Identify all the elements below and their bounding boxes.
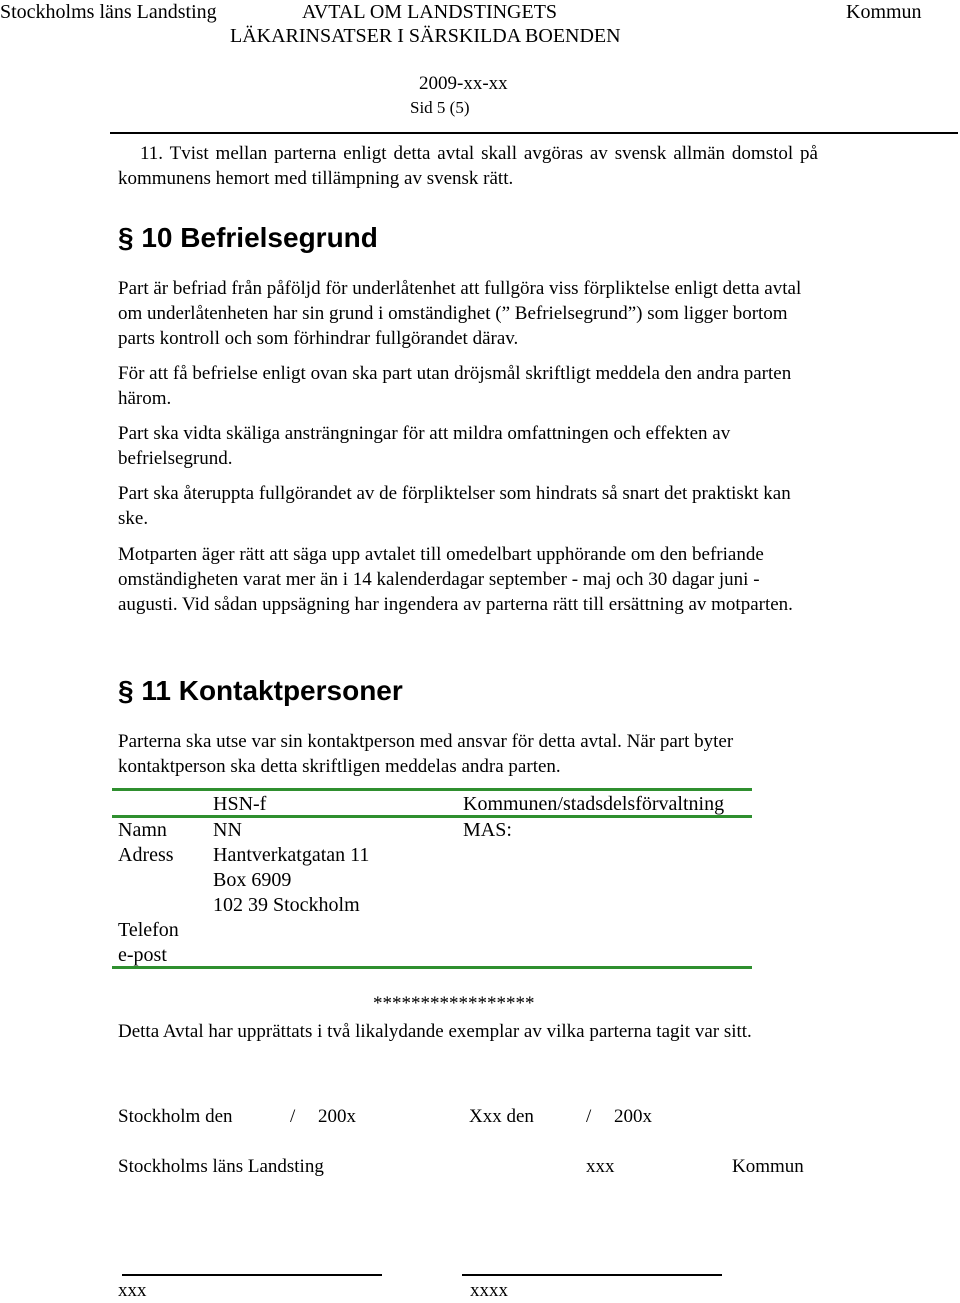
signature-year-right: 200x (614, 1106, 652, 1127)
header-organization: Stockholms läns Landsting (0, 1, 217, 23)
section-10-heading: § 10 Befrielsegrund (118, 222, 378, 253)
table-label-telefon: Telefon (118, 919, 179, 941)
intro-paragraph: 11. Tvist mellan parterna enligt detta avtal skall avgöras av svensk allmän domstol på kommunens hemort med tillämpning av svensk rätt. (118, 143, 818, 189)
signature-party-left: Stockholms läns Landsting (118, 1156, 324, 1177)
signature-slash-right: / (586, 1106, 592, 1127)
signature-line-left (122, 1274, 382, 1276)
separator-stars: ***************** (373, 993, 535, 1014)
header-kommun: Kommun (846, 1, 922, 23)
table-top-rule (112, 788, 752, 791)
table-header-rule (112, 815, 752, 818)
table-kommun-namn: MAS: (463, 819, 512, 841)
signature-line-right (462, 1274, 722, 1276)
table-hsn-postal: 102 39 Stockholm (213, 894, 360, 916)
table-hsn-namn: NN (213, 819, 242, 841)
header-title-line1: AVTAL OM LANDSTINGETS (302, 1, 558, 23)
table-header-hsn: HSN-f (213, 793, 267, 815)
section-11-heading: § 11 Kontaktpersoner (118, 675, 403, 706)
header-title-line2: LÄKARINSATSER I SÄRSKILDA BOENDEN (230, 25, 621, 47)
closing-paragraph: Detta Avtal har upprättats i två likalydande exemplar av vilka parterna tagit var sitt. (118, 1021, 752, 1042)
signature-slash-left: / (290, 1106, 296, 1127)
section-10-paragraph-2: För att få befrielse enligt ovan ska part utan dröjsmål skriftligt meddela den andra parten härom. (118, 363, 792, 409)
header-date: 2009-xx-xx (419, 73, 508, 94)
header-page-number: Sid 5 (5) (410, 98, 470, 117)
table-hsn-box: Box 6909 (213, 869, 292, 891)
table-header-kommun: Kommunen/stadsdelsförvaltning (463, 793, 725, 815)
section-10-paragraph-5: Motparten äger rätt att säga upp avtalet till omedelbart upphörande om den befriande omständigheten varat mer än i 14 kalenderdagar september - maj och 30 dagar juni - augusti. Vid sådan uppsägning har ingendera av parterna rätt till ersättning av motparten. (118, 544, 793, 615)
header-rule (110, 132, 958, 134)
table-bottom-rule (112, 966, 752, 969)
signature-year-left: 200x (318, 1106, 356, 1127)
table-hsn-street: Hantverkatgatan 11 (213, 844, 370, 866)
signature-place-left: Stockholm den (118, 1106, 233, 1127)
section-10-paragraph-4: Part ska återuppta fullgörandet av de förpliktelser som hindrats så snart det praktiskt kan ske. (118, 483, 791, 529)
table-label-adress: Adress (118, 844, 174, 866)
signer-left: xxx (118, 1280, 147, 1301)
signature-party-right: Kommun (732, 1156, 804, 1177)
section-11-paragraph: Parterna ska utse var sin kontaktperson med ansvar för detta avtal. När part byter kontaktperson ska detta skriftligen meddelas andra parten. (118, 731, 734, 777)
signature-place-right: Xxx den (469, 1106, 534, 1127)
signature-party-mid: xxx (586, 1156, 615, 1177)
table-label-namn: Namn (118, 819, 167, 841)
signer-right: xxxx (470, 1280, 508, 1301)
table-label-epost: e-post (118, 944, 167, 966)
section-10-paragraph-3: Part ska vidta skäliga ansträngningar för att mildra omfattningen och effekten av befrielsegrund. (118, 423, 731, 469)
section-10-paragraph-1: Part är befriad från påföljd för underlåtenhet att fullgöra viss förpliktelse enligt detta avtal om underlåtenheten har sin grund i omständighet (” Befrielsegrund”) som ligger bortom parts kontroll och som förhindrar fullgörandet därav. (118, 278, 802, 349)
